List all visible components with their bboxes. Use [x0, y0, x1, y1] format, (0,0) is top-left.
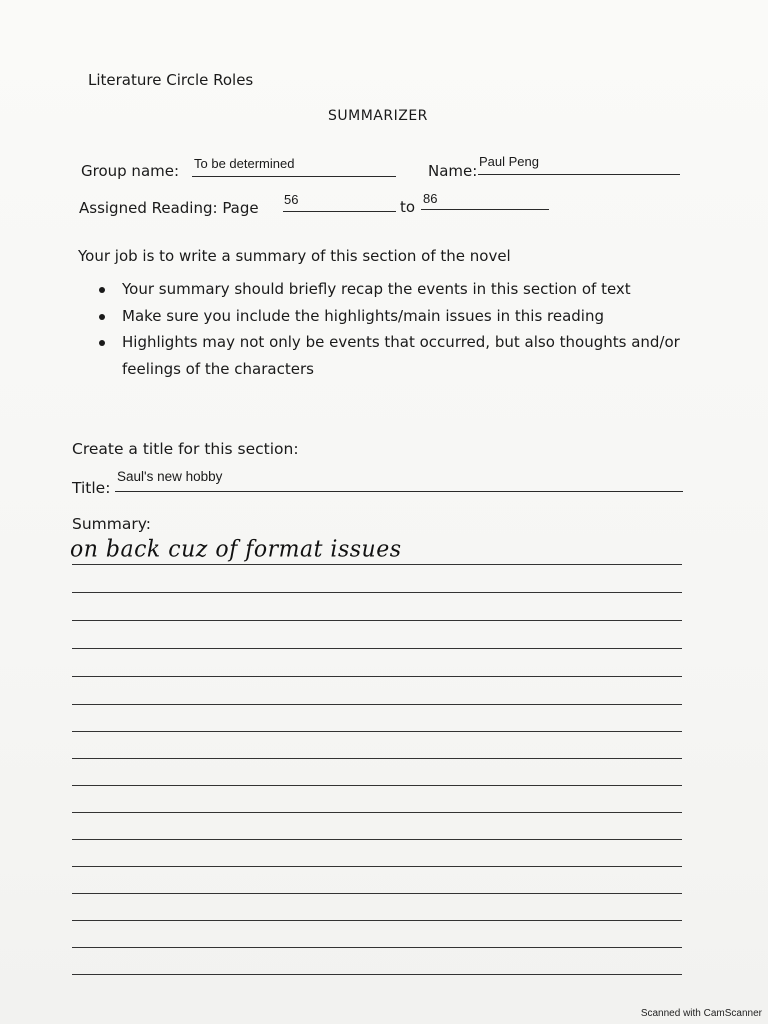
page-to-underline	[421, 209, 549, 210]
name-underline	[478, 174, 680, 175]
summary-label: Summary:	[72, 515, 151, 533]
name-value[interactable]: Paul Peng	[479, 154, 539, 169]
summary-line[interactable]	[72, 758, 682, 759]
summary-line[interactable]	[72, 947, 682, 948]
title-underline	[115, 491, 683, 492]
page-from-underline	[283, 211, 396, 212]
summary-line[interactable]	[72, 731, 682, 732]
summary-line[interactable]	[72, 974, 682, 975]
title-label: Title:	[72, 479, 111, 497]
summary-line[interactable]	[72, 866, 682, 867]
page-to-value[interactable]: 86	[423, 191, 438, 206]
title-value[interactable]: Saul's new hobby	[117, 469, 223, 484]
page-from-value[interactable]: 56	[284, 192, 299, 207]
instruction-list	[96, 276, 696, 382]
group-name-underline	[192, 176, 396, 177]
summary-line[interactable]	[72, 592, 682, 593]
role-title: SUMMARIZER	[328, 108, 428, 124]
summary-line[interactable]	[72, 893, 682, 894]
summary-line[interactable]	[72, 676, 682, 677]
summary-line[interactable]	[72, 812, 682, 813]
instruction-item: Highlights may not only be events that occurred, but also thoughts and/or feelings of the characters	[96, 329, 696, 382]
summary-line[interactable]	[72, 704, 682, 705]
summary-line[interactable]	[72, 839, 682, 840]
summary-line[interactable]	[72, 785, 682, 786]
summary-line[interactable]	[72, 920, 682, 921]
worksheet-header: Literature Circle Roles	[88, 71, 254, 89]
job-intro: Your job is to write a summary of this section of the novel	[78, 247, 511, 265]
group-name-value[interactable]: To be determined	[194, 156, 295, 171]
instruction-item: Your summary should briefly recap the events in this section of text	[96, 276, 696, 303]
summary-line[interactable]	[72, 648, 682, 649]
scanner-watermark: Scanned with CamScanner	[640, 1008, 762, 1019]
summary-line[interactable]	[72, 564, 682, 565]
name-label: Name:	[428, 162, 478, 180]
group-name-label: Group name:	[81, 162, 180, 180]
summary-handwritten-note: on back cuz of format issues	[70, 536, 402, 563]
to-label: to	[400, 198, 416, 216]
create-title-prompt: Create a title for this section:	[72, 440, 299, 458]
summary-line[interactable]	[72, 620, 682, 621]
assigned-reading-label: Assigned Reading: Page	[79, 199, 259, 217]
instruction-item: Make sure you include the highlights/main issues in this reading	[96, 303, 696, 330]
